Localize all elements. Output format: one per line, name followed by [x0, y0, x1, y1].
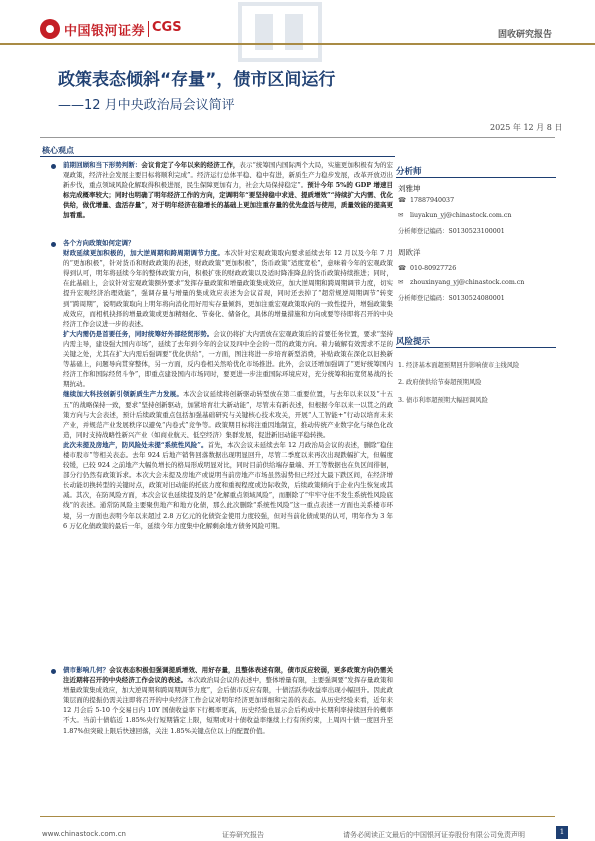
core-view-divider [40, 156, 395, 157]
paragraph-review [63, 160, 393, 221]
phone-value: 17887940037 [410, 197, 455, 204]
risk-item: 1. 经济基本面超预期回升影响债市主线风险 [398, 362, 520, 369]
analyst-email[interactable] [398, 279, 524, 286]
p7-bold: 会议表态积极但强调提质增效、用好存量，且整体表述有限，债市反应较弱，更多政策方向仍需关注近期将召开的中央经济工作会议的表述。 [63, 666, 394, 685]
analyst-license: 分析师登记编码：S0130523100001 [398, 228, 505, 235]
footer-disclaimer: 请务必阅读正文最后的中国银河证券股份有限公司免责声明 [343, 831, 525, 839]
logo-divider [148, 21, 149, 37]
p3-head: 财政延续更加积极的，加大逆周期和跨周期调节力度。 [63, 249, 225, 258]
risk-section-label: 风险提示 [396, 337, 431, 347]
p1-text1: 表示“统筹国内国际两个大局，实施更加积极有为的宏观政策，经济社会发展主要目标将顺利完成”。经济运行总体平稳、稳中有进，新质生产力稳步发展，改革开放迈出新步伐，重点领域风险化解取得积极进展，民生保障更加有力，社会大局保持稳定”。 [63, 161, 394, 190]
p7-head: 债市影响几何？ [63, 666, 110, 674]
analyst-license: 分析师登记编码：S0130524080001 [398, 295, 505, 302]
page-title: 政策表态倾斜“存量”，债市区间运行 [58, 70, 336, 90]
footer-divider [40, 816, 555, 817]
p1-head: 前期回顾和当下形势判断： [63, 161, 142, 169]
logo-text-cn: 中国银河证券 [64, 24, 146, 39]
analyst-name: 刘雅坤 [398, 184, 421, 193]
p1-bold1: 会议肯定了今年以来的经济工作， [141, 161, 240, 169]
p5-head: 继续加大科技创新引领新质生产力发展。 [63, 390, 184, 399]
bullet-icon [51, 164, 56, 169]
risk-item: 3. 债市利率超预期大幅回调风险 [398, 397, 488, 404]
header-divider [0, 43, 595, 45]
footer-website[interactable]: www.chinastock.com.cn [42, 830, 126, 838]
p1-bold2: 预计今年 5%的 GDP 增速目标完成概率较大；同时也明确了明年经济工作的方向，定调明年“要坚持稳中求进、提质增效”“持续扩大内需、优化供给，做优增量、盘活存量”，对于明年经济在稳增长的基础上更加注重存量的优先盘活与使用，质量效能的提高更加看重。 [63, 181, 393, 220]
mail-icon: ✉ [398, 212, 404, 219]
risk-divider [396, 347, 556, 348]
p2-head: 各个方向政策如何定调？ [63, 239, 135, 247]
analyst-section-label: 分析师 [396, 167, 422, 177]
p4-head: 扩大内需仍是首要任务，同时统筹好外部经贸形势。 [63, 329, 214, 338]
analyst-name: 周欧洋 [398, 248, 421, 257]
risk-item: 2. 政府债供给节奏超预期风险 [398, 379, 482, 386]
logo-text-en: CGS [152, 20, 182, 35]
bullet-icon [51, 669, 56, 674]
report-type: 固收研究报告 [498, 30, 553, 40]
page-subtitle: ——12 月中央政治局会议简评 [58, 98, 235, 113]
email-value[interactable]: liuyakun_yj@chinastock.com.cn [410, 212, 512, 219]
analyst-phone [398, 265, 456, 272]
page-number: 1 [556, 826, 568, 839]
phone-icon: ☎ [398, 197, 406, 204]
paragraph-bond-market [63, 665, 393, 736]
analyst-phone [398, 197, 454, 204]
email-value[interactable]: zhouxinyang_yj@chinastock.com.cn [410, 279, 525, 286]
phone-icon: ☎ [398, 265, 406, 272]
p6-text: 首先，本次会议未延续去年 12 月政治局会议的表述，删除“稳住楼市股市”等相关表态。去年 924 后地产销售回落数据出现明显回升，尽管二季度以来再次出现跌幅扩大，但幅度较缓，已较 924 之前地产大幅负增长的格局形成明显对比，同时目前供给端存量端、开工等数据也在负区间徘徊，部分行仍然有政策诉求。本次大会未提及房地产或说明当前房地产市场虽然弱势但已经过大最下跌区间，在经济增长动能切换转型的关键时点，政策对旧动能的托底力度和重视程度或边际收敛，后续政策倾向于企业内生恢复或其减。其次，在防风险方面，本次会议也延续提及的是“化解重点领域风险”，而删除了“牢牢守住不发生系统性风险底线”的表述。通常防风险主要聚焦地产和地方化债，那么此次删除“系统性风险”这一重点表述一方面也关系楼市环境，另一方面也表明今年以来超过 2.8 万亿元的化债资金使用力度较强，但对当前化债成果的认可，明年作为 3 年 6 万亿化债政策的最后一年，延续今年力度集中化解剩余地方债务风险可期。 [63, 440, 393, 530]
mail-icon: ✉ [398, 279, 404, 286]
phone-value: 010-80927726 [410, 265, 457, 272]
bullet-icon [51, 242, 56, 247]
p6-head: 此次未提及房地产，防风险处未提“系统性风险”。 [63, 440, 208, 449]
watermark-logo [235, 2, 325, 62]
p3-text: 本次针对宏观政策取向要求延续去年 12 月以及今年 7 月的“更加积极”，针对货币和财政政策的表述，财政政策“更加积极”，货币政策“适度宽松”，意味着今年的宏观政策得到认可，明年将延续今年的整体政策方向，积极扩张的财政政策以及适时降准降息的货币政策持续推进；同时，在此基础上，会议针对宏观政策额外要求“发挥存量政策和增量政策集成效应，加大逆周期和跨周期调节力度，切实提升宏观经济治理效能”，强调存量与增量的集成效应表述为会议首现，同时还去掉了“超常规逆周期调节”转变到“跨周期”，说明政策取向上明年将向消化用好用实存量倾斜，更加注重宏观政策取向的一致性提升，增强政策集成效应，而相机抉择的增量政策或更加精细化、节奏化、储备化，具体的增量措施和方向或要等待即将召开的中央经济工作会议进一步的表述。 [63, 249, 394, 328]
report-date: 2025 年 12 月 8 日 [490, 123, 563, 132]
analyst-divider [396, 177, 556, 178]
logo-icon [40, 19, 60, 39]
analyst-email[interactable] [398, 212, 511, 219]
core-view-label: 核心观点 [42, 145, 74, 155]
paragraph-policy [63, 238, 393, 531]
title-divider [40, 137, 555, 138]
p5-text: 本次会议延续将创新驱动转型放在第二重要位置，与去年以来以及“十五五”的战略保持一致，要求“坚持创新驱动，加紧培育壮大新动能”，尽管未有新表述，但根据今年以来一以贯之的政策方向与大会表述，预计后续政策重点包括加强基础研究与关键核心技术攻关，开展“人工智能+”行动以培育未来产业，并规范产业发展秩序以避免“内卷式”竞争等。政策期目标将注重因地制宜，推动传统产业数字化与绿色化改造，同时支持战略性新兴产业（如商业航天、低空经济）集群发展，促进新旧动能平稳转换。 [63, 390, 394, 439]
p7-text: 本次政治局会议的表述中，整体增量有限，主要强调要“发挥存量政策和增量政策集成效应，加大逆周期和跨周期调节力度”，会后债市反应有限，十债活跃券收益率出现小幅回升。因此政策层面的提振仍需关注即将召开的中央经济工作会议对明年经济更加详细和完善的表态。从历史经验来看，近年来 12 月会后 5-10 个交易日内 10Y 国债收益率下行概率更高，历史经验也显示会后构成中长期利率持续回升的概率不大。当前十债临近 1.85%央行短期锚定上限，短期或对十债收益率继续上行有所约束，上周四十债一度回升至 1.87%但突破上限后快速回落，关注 1.85%关键点位以上的配置价值。 [63, 676, 394, 735]
p4-text: 会议仍将扩大内需放在宏观政策后的首要任务位置，要求“坚持内需主导，建设强大国内市场”，延续了去年到今年的会议及四中全会的一贯的政策方向。着力破解有效需求不足的关键之处，尤其在扩大内需后强调要“优化供给”，一方面，图注将进一步培育新型消费，补贴政策在深化以旧换新等基础上，问题导向贯穿整体，另一方面，反内卷相关然哈优化市场推进。此外，会议还增加强调了“更好统筹国内经济工作和国际经贸斗争”，即重点建设国内市场同时，要更进一步注重国际环境应对，充分统筹和拓宽贸易战的长期抗动。 [63, 329, 394, 389]
footer-doc-type: 证券研究报告 [222, 831, 264, 839]
